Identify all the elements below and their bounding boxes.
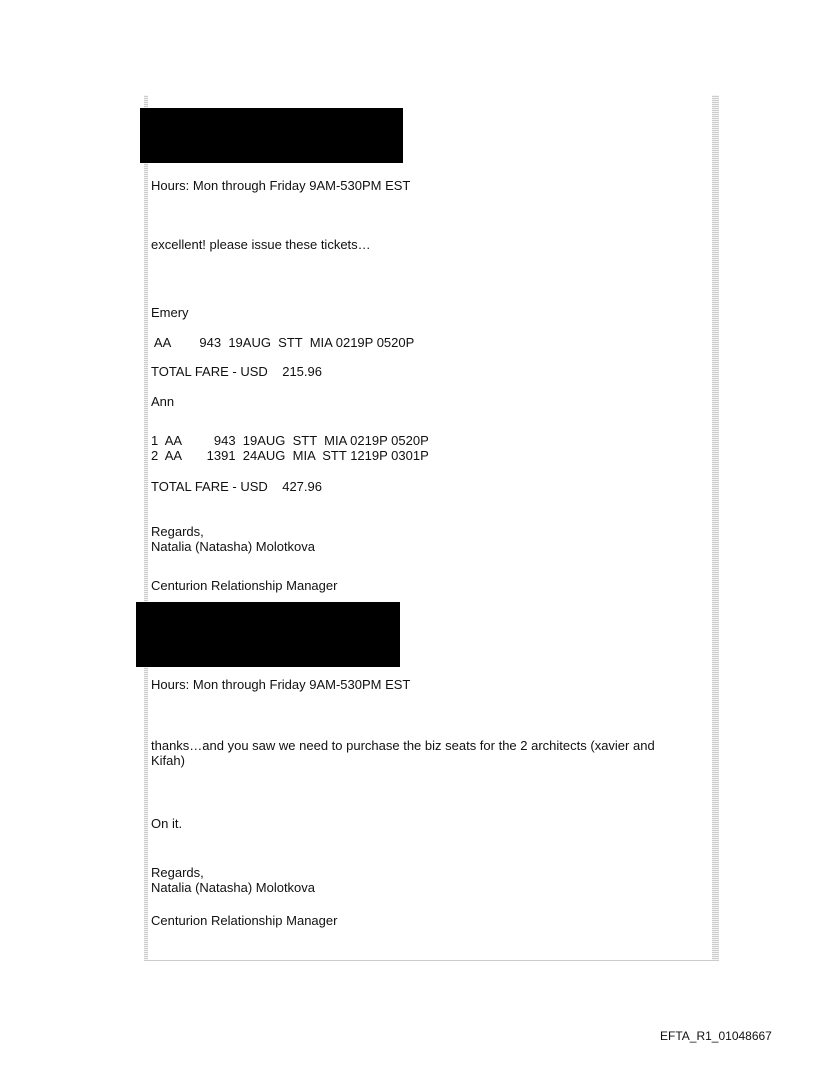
email-message: excellent! please issue these tickets… bbox=[151, 237, 371, 252]
signature-title: Centurion Relationship Manager bbox=[151, 913, 338, 928]
signature-title: Centurion Relationship Manager bbox=[151, 578, 338, 593]
redaction-block bbox=[136, 602, 400, 667]
flight-line: 1 AA 943 19AUG STT MIA 0219P 0520P bbox=[151, 433, 429, 448]
signature-regards: Regards, bbox=[151, 524, 204, 539]
flight-line: AA 943 19AUG STT MIA 0219P 0520P bbox=[151, 335, 415, 350]
frame-border-left bbox=[144, 95, 148, 961]
email-message: thanks…and you saw we need to purchase the biz seats for the 2 architects (xavier and Kifah) bbox=[151, 738, 655, 768]
passenger-name: Ann bbox=[151, 394, 175, 409]
total-fare: TOTAL FARE - USD 427.96 bbox=[151, 479, 322, 494]
hours-text: Hours: Mon through Friday 9AM-530PM EST bbox=[151, 178, 411, 193]
signature-name: Natalia (Natasha) Molotkova bbox=[151, 539, 316, 554]
frame-border-right bbox=[712, 95, 719, 961]
signature-name: Natalia (Natasha) Molotkova bbox=[151, 880, 316, 895]
passenger-name: Emery bbox=[151, 305, 189, 320]
frame-border-bottom bbox=[144, 960, 719, 961]
flight-line: 2 AA 1391 24AUG MIA STT 1219P 0301P bbox=[151, 448, 429, 463]
redaction-block bbox=[140, 108, 403, 163]
total-fare: TOTAL FARE - USD 215.96 bbox=[151, 364, 322, 379]
email-message: On it. bbox=[151, 816, 183, 831]
document-id: EFTA_R1_01048667 bbox=[660, 1029, 772, 1043]
hours-text: Hours: Mon through Friday 9AM-530PM EST bbox=[151, 677, 411, 692]
signature-regards: Regards, bbox=[151, 865, 204, 880]
